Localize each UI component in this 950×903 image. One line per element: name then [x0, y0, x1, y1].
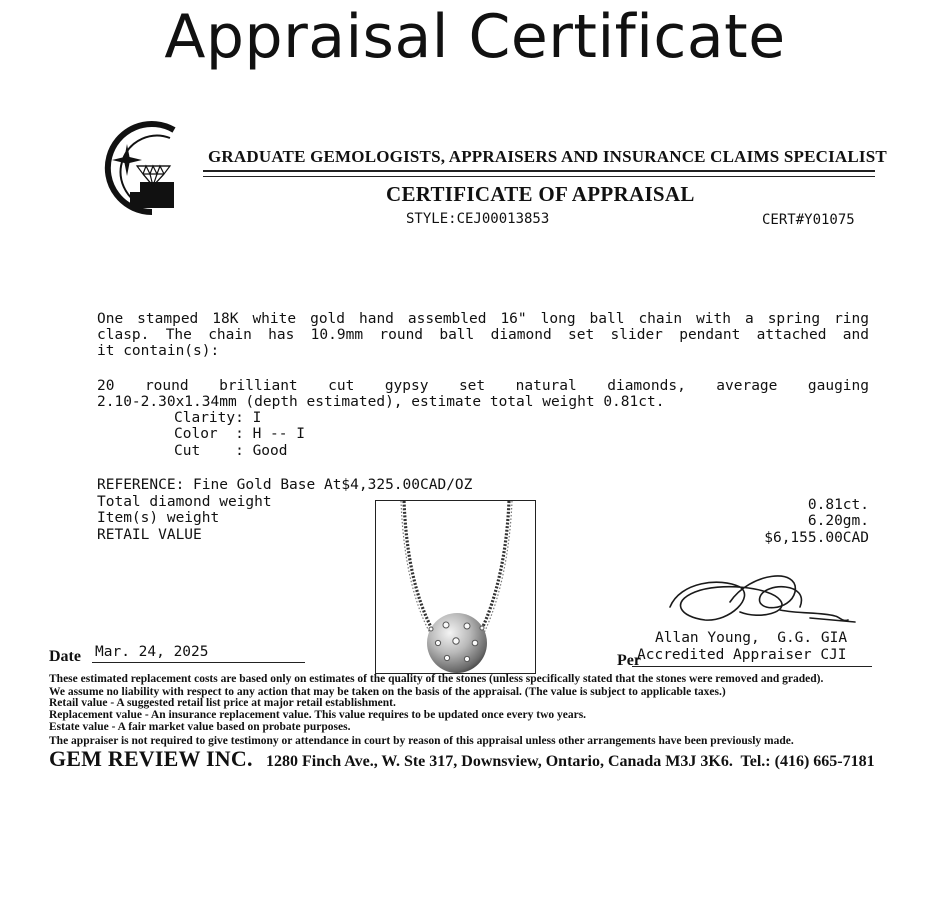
date-underline	[92, 662, 305, 663]
company-tagline: GRADUATE GEMOLOGISTS, APPRAISERS AND INSURANCE CLAIMS SPECIALIST	[208, 147, 887, 166]
gold-reference: REFERENCE: Fine Gold Base At$4,325.00CAD/OZ	[97, 477, 473, 493]
disclaimer-line: We assume no liability with respect to any action that may be taken on the basis of the appraisal. (The value is subject to applicable taxes.)	[49, 686, 726, 698]
disclaimer-line: The appraiser is not required to give testimony or attendance in court by reason of this appraisal unless other arrangements have been previously made.	[49, 735, 794, 747]
diamond-weight-value: 0.81ct.	[807, 497, 869, 513]
company-logo-icon	[82, 120, 182, 220]
style-number: STYLE:CEJ00013853	[406, 211, 550, 227]
pendant-necklace-image	[376, 501, 535, 673]
header-divider-thin	[203, 176, 875, 177]
header-divider	[203, 170, 875, 172]
certificate-title: CERTIFICATE OF APPRAISAL	[386, 182, 695, 206]
stone-description-line: 2.10-2.30x1.34mm (depth estimated), estimate total weight 0.81ct.	[97, 394, 665, 410]
per-label: Per	[617, 652, 641, 669]
disclaimer-line: Replacement value - An insurance replacement value. This value requires to be updated once every two years.	[49, 709, 587, 721]
retail-value-amount: $6,155.00CAD	[764, 530, 869, 546]
date-value: Mar. 24, 2025	[95, 644, 209, 660]
color-grade: Color : H -- I	[174, 426, 305, 442]
disclaimer-line: Retail value - A suggested retail list price at major retail establishment.	[49, 697, 396, 709]
date-label: Date	[49, 648, 81, 665]
appraiser-signature	[660, 562, 860, 632]
diamond-weight-label: Total diamond weight	[97, 494, 272, 510]
disclaimer-line: These estimated replacement costs are based only on estimates of the quality of the stones (unless specifically stated that the stones were removed and graded).	[49, 673, 824, 685]
clarity-grade: Clarity: I	[174, 410, 262, 426]
description-line: it contain(s):	[97, 343, 220, 359]
product-photo	[375, 500, 536, 674]
appraiser-title: Accredited Appraiser CJI	[637, 647, 847, 663]
item-weight-value: 6.20gm.	[807, 513, 869, 529]
description-line: One stamped 18K white gold hand assembled 16" long ball chain with a spring ring	[97, 311, 869, 327]
retail-value-label: RETAIL VALUE	[97, 527, 202, 543]
stone-description-line: 20 round brilliant cut gypsy set natural diamonds, average gauging	[97, 378, 869, 394]
disclaimer-line: Estate value - A fair market value based on probate purposes.	[49, 721, 351, 733]
signature-line	[632, 666, 872, 667]
page-title: Appraisal Certificate	[164, 2, 786, 72]
footer-company-name: GEM REVIEW INC.	[49, 746, 253, 771]
appraiser-name: Allan Young, G.G. GIA	[655, 630, 848, 646]
certificate-number: CERT#Y01075	[762, 212, 855, 228]
cut-grade: Cut : Good	[174, 443, 288, 459]
footer-address: 1280 Finch Ave., W. Ste 317, Downsview, Ontario, Canada M3J 3K6. Tel.: (416) 665-7181	[266, 753, 875, 770]
description-line: clasp. The chain has 10.9mm round ball diamond set slider pendant attached and	[97, 327, 869, 343]
item-weight-label: Item(s) weight	[97, 510, 220, 526]
